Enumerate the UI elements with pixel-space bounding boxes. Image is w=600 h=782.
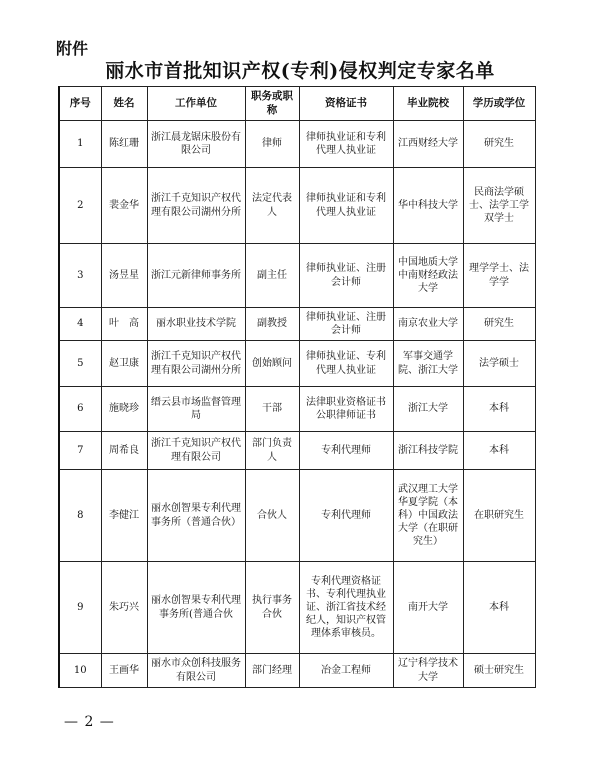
cell-seq: 7 [59, 432, 101, 470]
table-row [59, 308, 535, 341]
header-org: 工作单位 [147, 87, 245, 121]
table-row [59, 654, 535, 688]
cell-cert: 律师执业证和专利代理人执业证 [299, 168, 393, 244]
cell-name: 裴金华 [101, 168, 147, 244]
cell-seq: 1 [59, 121, 101, 168]
cell-org: 浙江千克知识产权代理有限公司湖州分所 [147, 168, 245, 244]
document-title: 丽水市首批知识产权(专利)侵权判定专家名单 [105, 60, 495, 82]
header-cert: 资格证书 [299, 87, 393, 121]
cell-school: 武汉理工大学华夏学院（本科）中国政法大学（在职研究生） [393, 470, 463, 562]
cell-seq: 3 [59, 244, 101, 308]
cell-cert: 律师执业证、专利代理人执业证 [299, 341, 393, 387]
cell-title: 副主任 [245, 244, 299, 308]
cell-title: 执行事务合伙 [245, 562, 299, 654]
header-title: 职务或职称 [245, 87, 299, 121]
expert-table [58, 86, 536, 688]
cell-cert: 专利代理师 [299, 432, 393, 470]
table-header-row [59, 87, 535, 121]
cell-cert: 冶金工程师 [299, 654, 393, 688]
cell-title: 法定代表人 [245, 168, 299, 244]
cell-cert: 专利代理师 [299, 470, 393, 562]
cell-name: 陈红珊 [101, 121, 147, 168]
cell-org: 浙江千克知识产权代理有限公司 [147, 432, 245, 470]
cell-degree: 研究生 [463, 121, 535, 168]
header-degree: 学历或学位 [463, 87, 535, 121]
cell-seq: 9 [59, 562, 101, 654]
table-row [59, 470, 535, 562]
cell-degree: 法学硕士 [463, 341, 535, 387]
page-number: — 2 — [64, 714, 115, 730]
cell-seq: 6 [59, 387, 101, 432]
cell-degree: 在职研究生 [463, 470, 535, 562]
cell-seq: 10 [59, 654, 101, 688]
cell-school: 辽宁科学技术大学 [393, 654, 463, 688]
cell-org: 丽水创智果专利代理事务所（普通合伙） [147, 470, 245, 562]
cell-school: 江西财经大学 [393, 121, 463, 168]
cell-name: 施晓珍 [101, 387, 147, 432]
cell-degree: 理学学士、法学学 [463, 244, 535, 308]
cell-school: 中国地质大学中南财经政法大学 [393, 244, 463, 308]
table-row [59, 562, 535, 654]
table-row [59, 121, 535, 168]
cell-cert: 律师执业证和专利代理人执业证 [299, 121, 393, 168]
cell-org: 丽水市众创科技服务有限公司 [147, 654, 245, 688]
attachment-label: 附件 [56, 39, 89, 58]
cell-seq: 4 [59, 308, 101, 341]
cell-seq: 5 [59, 341, 101, 387]
header-seq: 序号 [59, 87, 101, 121]
cell-cert: 律师执业证、注册会计师 [299, 308, 393, 341]
cell-school: 浙江科技学院 [393, 432, 463, 470]
cell-name: 王画华 [101, 654, 147, 688]
cell-name: 汤昱星 [101, 244, 147, 308]
table-row [59, 244, 535, 308]
cell-school: 华中科技大学 [393, 168, 463, 244]
cell-name: 叶 高 [101, 308, 147, 341]
cell-degree: 研究生 [463, 308, 535, 341]
cell-org: 浙江元新律师事务所 [147, 244, 245, 308]
cell-name: 李健江 [101, 470, 147, 562]
cell-degree: 硕士研究生 [463, 654, 535, 688]
table-row [59, 168, 535, 244]
cell-degree: 本科 [463, 562, 535, 654]
cell-title: 干部 [245, 387, 299, 432]
cell-degree: 本科 [463, 432, 535, 470]
cell-seq: 2 [59, 168, 101, 244]
cell-school: 军事交通学院、浙江大学 [393, 341, 463, 387]
cell-school: 南开大学 [393, 562, 463, 654]
cell-title: 创始顾问 [245, 341, 299, 387]
cell-title: 部门负责人 [245, 432, 299, 470]
cell-name: 周希良 [101, 432, 147, 470]
cell-name: 赵卫康 [101, 341, 147, 387]
cell-seq: 8 [59, 470, 101, 562]
cell-org: 丽水创智果专利代理事务所(普通合伙 [147, 562, 245, 654]
header-name: 姓名 [101, 87, 147, 121]
cell-cert: 法律职业资格证书公职律师证书 [299, 387, 393, 432]
cell-school: 浙江大学 [393, 387, 463, 432]
cell-name: 朱巧兴 [101, 562, 147, 654]
cell-cert: 律师执业证、注册会计师 [299, 244, 393, 308]
cell-cert: 专利代理资格证书、专利代理执业证、浙江省技术经纪人，知识产权管理体系审核员。 [299, 562, 393, 654]
table-row [59, 432, 535, 470]
cell-title: 部门经理 [245, 654, 299, 688]
cell-degree: 本科 [463, 387, 535, 432]
table-row [59, 387, 535, 432]
cell-org: 缙云县市场监督管理局 [147, 387, 245, 432]
cell-org: 丽水职业技术学院 [147, 308, 245, 341]
cell-title: 合伙人 [245, 470, 299, 562]
cell-school: 南京农业大学 [393, 308, 463, 341]
cell-title: 律师 [245, 121, 299, 168]
cell-title: 副教授 [245, 308, 299, 341]
cell-org: 浙江千克知识产权代理有限公司湖州分所 [147, 341, 245, 387]
header-school: 毕业院校 [393, 87, 463, 121]
cell-degree: 民商法学硕士、法学工学双学士 [463, 168, 535, 244]
cell-org: 浙江晨龙锯床股份有限公司 [147, 121, 245, 168]
table-row [59, 341, 535, 387]
